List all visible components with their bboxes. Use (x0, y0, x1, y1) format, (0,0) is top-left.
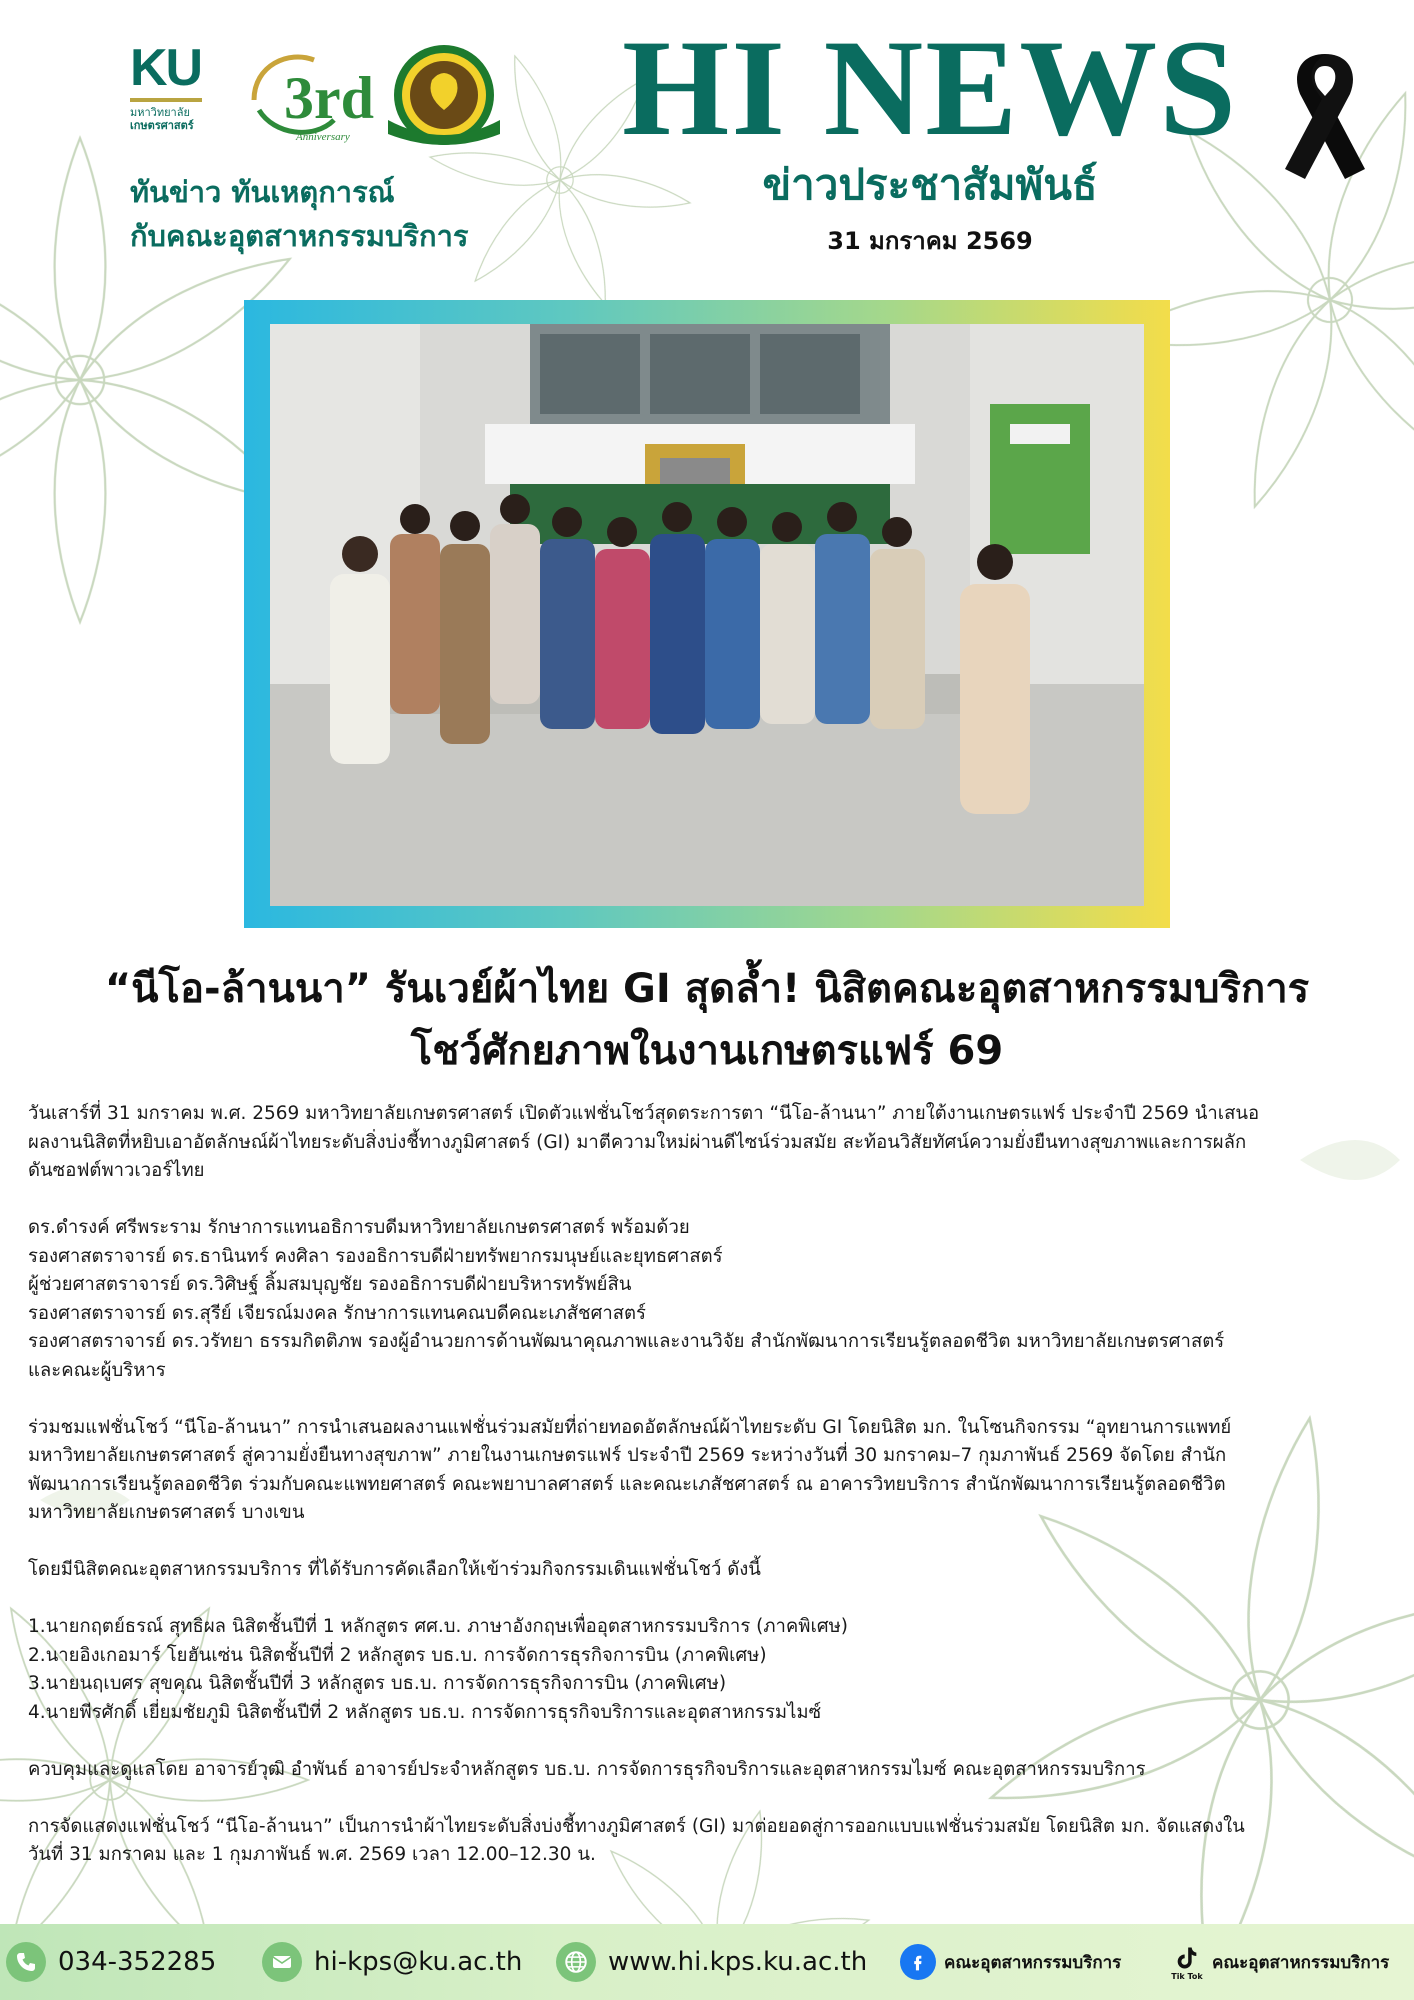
body-line: ควบคุมและดูแลโดย อาจารย์วุฒิ อำพันธ์ อาจารย์ประจำหลักสูตร บธ.บ. การจัดการธุรกิจบริการและอุตสาหกรรมไมซ์ คณะอุตสาหกรรมบริการ (28, 1758, 1146, 1780)
body-line: การจัดแสดงแฟชั่นโชว์ “นีโอ-ล้านนา” เป็นการนำผ้าไทยระดับสิ่งบ่งชี้ทางภูมิศาสตร์ (GI) มาต่อยอดสู่การออกแบบแฟชั่นร่วมสมัย โดยนิสิต มก. จัดแสดงใน (28, 1815, 1245, 1837)
ku-logo (130, 40, 210, 150)
anniversary-mark: 3rd (284, 65, 374, 131)
tagline-line1: ทันข่าว ทันเหตุการณ์ (130, 175, 395, 209)
student-list-item: 1.นายกฤตย์ธรณ์ สุทธิผล นิสิตชั้นปีที่ 1 หลักสูตร ศศ.บ. ภาษาอังกฤษเพื่ออุตสาหกรรมบริการ (ภาคพิเศษ) (28, 1616, 848, 1637)
issue-date: 31 มกราคม 2569 (827, 227, 1033, 255)
tiktok-badge (1170, 1944, 1204, 1981)
anniversary-text: Anniversary (296, 131, 350, 143)
article-body (28, 1100, 1384, 1870)
ku-logo-name-line2: เกษตรศาสตร์ (130, 119, 194, 132)
body-line: ดร.ดำรงค์ ศรีพระราม รักษาการแทนอธิการบดีมหาวิทยาลัยเกษตรศาสตร์ พร้อมด้วย (28, 1217, 690, 1238)
student-list-item: 2.นายอิงเกอมาร์ โยฮันเซ่น นิสิตชั้นปีที่ 2 หลักสูตร บธ.บ. การจัดการธุรกิจการบิน (ภาคพิเศษ) (28, 1644, 767, 1666)
facebook-page-name: คณะอุตสาหกรรมบริการ (944, 1952, 1122, 1973)
newsletter-subtitle: ข่าวประชาสัมพันธ์ (762, 160, 1098, 209)
body-line: ผู้ช่วยศาสตราจารย์ ดร.วิศิษฐ์ ลิ้มสมบุญชัย รองอธิการบดีฝ่ายบริหารทรัพย์สิน (28, 1274, 632, 1295)
body-line: ดันซอฟต์พาวเวอร์ไทย (28, 1160, 205, 1181)
body-line: มหาวิทยาลัยเกษตรศาสตร์ สู่ความยั่งยืนทางสุขภาพ” ภายในงานเกษตรแฟร์ ประจำปี 2569 ระหว่างวันที่ 30 มกราคม–7 กุมภาพันธ์ 2569 จัดโดย สำนัก (28, 1445, 1227, 1466)
body-line: รองศาสตราจารย์ ดร.วรัทยา ธรรมกิตติภพ รองผู้อำนวยการด้านพัฒนาคุณภาพและงานวิจัย สำนักพัฒนาการเรียนรู้ตลอดชีวิต มหาวิทยาลัยเกษตรศาสตร์ (28, 1331, 1225, 1352)
body-line: โดยมีนิสิตคณะอุตสาหกรรมบริการ ที่ได้รับการคัดเลือกให้เข้าร่วมกิจกรรมเดินแฟชั่นโชว์ ดังนี้ (28, 1559, 761, 1580)
paragraph-gap (28, 1528, 1384, 1557)
ku-logo-name-line1: มหาวิทยาลัย (130, 106, 190, 119)
ku-logo-mark: KU (130, 39, 202, 97)
paragraph-gap (28, 1186, 1384, 1215)
headline-line1: “นีโอ-ล้านนา” รันเวย์ผ้าไทย GI สุดล้ำ! นิสิตคณะอุตสาหกรรมบริการ (104, 966, 1310, 1012)
body-line: มหาวิทยาลัยเกษตรศาสตร์ บางเขน (28, 1502, 305, 1523)
body-line: และคณะผู้บริหาร (28, 1359, 166, 1381)
footer-tiktok[interactable] (1170, 1942, 1389, 1982)
paragraph-gap (28, 1784, 1384, 1813)
contact-footer (0, 1924, 1414, 2000)
body-line: วันเสาร์ที่ 31 มกราคม พ.ศ. 2569 มหาวิทยาลัยเกษตรศาสตร์ เปิดตัวแฟชั่นโชว์สุดตระการตา “นีโอ-ล้านนา” ภายใต้งานเกษตรแฟร์ ประจำปี 2569 นำเสนอ (28, 1103, 1260, 1124)
paragraph-gap (28, 1585, 1384, 1614)
footer-phone[interactable] (6, 1942, 216, 1982)
footer-email[interactable] (262, 1942, 522, 1982)
masthead (600, 11, 1260, 258)
ku-logo-bar (130, 98, 202, 102)
tagline-line2: กับคณะอุตสาหกรรมบริการ (130, 219, 469, 253)
body-line: ร่วมชมแฟชั่นโชว์ “นีโอ-ล้านนา” การนำเสนอผลงานแฟชั่นร่วมสมัยที่ถ่ายทอดอัตลักษณ์ผ้าไทยระดับ GI โดยนิสิต มก. ในโซนกิจกรรม “อุทยานการแพทย์ (28, 1416, 1232, 1438)
paragraph-gap (28, 1385, 1384, 1414)
tiktok-label: Tik Tok (1171, 1971, 1203, 1981)
body-line: รองศาสตราจารย์ ดร.สุรีย์ เจียรณ์มงคล รักษาการแทนคณบดีคณะเภสัชศาสตร์ (28, 1302, 646, 1324)
email-icon (262, 1942, 302, 1982)
facebook-icon (900, 1944, 936, 1980)
body-line: ผลงานนิสิตที่หยิบเอาอัตลักษณ์ผ้าไทยระดับสิ่งบ่งชี้ทางภูมิศาสตร์ (GI) มาตีความใหม่ผ่านดีไซน์ร่วมสมัย สะท้อนวิสัยทัศน์ความยั่งยืนทางสุขภาพและการผลัก (28, 1131, 1247, 1153)
tiktok-icon (1173, 1944, 1201, 1972)
paragraph-gap (28, 1727, 1384, 1756)
body-line: รองศาสตราจารย์ ดร.ธานินทร์ คงศิลา รองอธิการบดีฝ่ายทรัพยากรมนุษย์และยุทธศาสตร์ (28, 1245, 723, 1267)
article-headline (30, 958, 1384, 1082)
globe-icon (556, 1942, 596, 1982)
anniversary-logo (234, 40, 374, 150)
photo-frame (244, 300, 1170, 928)
faculty-seal-logo (378, 40, 510, 150)
student-list-item: 3.นายนฤเบศร สุขคุณ นิสิตชั้นปีที่ 3 หลักสูตร บธ.บ. การจัดการธุรกิจการบิน (ภาคพิเศษ) (28, 1673, 727, 1694)
student-list-item: 4.นายพีรศักดิ์ เยี่ยมชัยภูมิ นิสิตชั้นปีที่ 2 หลักสูตร บธ.บ. การจัดการธุรกิจบริการและอุตสาหกรรมไมซ์ (28, 1701, 822, 1723)
newsletter-title: HI NEWS (622, 11, 1238, 164)
header-logos (130, 40, 510, 150)
email-address: hi-kps@ku.ac.th (314, 1947, 523, 1977)
phone-icon (6, 1942, 46, 1982)
body-line: วันที่ 31 มกราคม และ 1 กุมภาพันธ์ พ.ศ. 2569 เวลา 12.00–12.30 น. (28, 1844, 596, 1865)
website-url: www.hi.kps.ku.ac.th (608, 1947, 868, 1977)
tiktok-account-name: คณะอุตสาหกรรมบริการ (1212, 1952, 1390, 1973)
event-group-photo (270, 324, 1144, 906)
headline-line2: โชว์ศักยภาพในงานเกษตรแฟร์ 69 (410, 1028, 1004, 1074)
footer-website[interactable] (556, 1942, 867, 1982)
body-line: พัฒนาการเรียนรู้ตลอดชีวิต ร่วมกับคณะแพทยศาสตร์ คณะพยาบาลศาสตร์ และคณะเภสัชศาสตร์ ณ อาคารวิทยบริการ สำนักพัฒนาการเรียนรู้ตลอดชีวิต (28, 1473, 1226, 1495)
mourning-ribbon-icon (1270, 44, 1380, 184)
footer-facebook[interactable] (900, 1942, 1121, 1982)
phone-number: 034-352285 (58, 1947, 217, 1977)
tagline (130, 170, 550, 258)
